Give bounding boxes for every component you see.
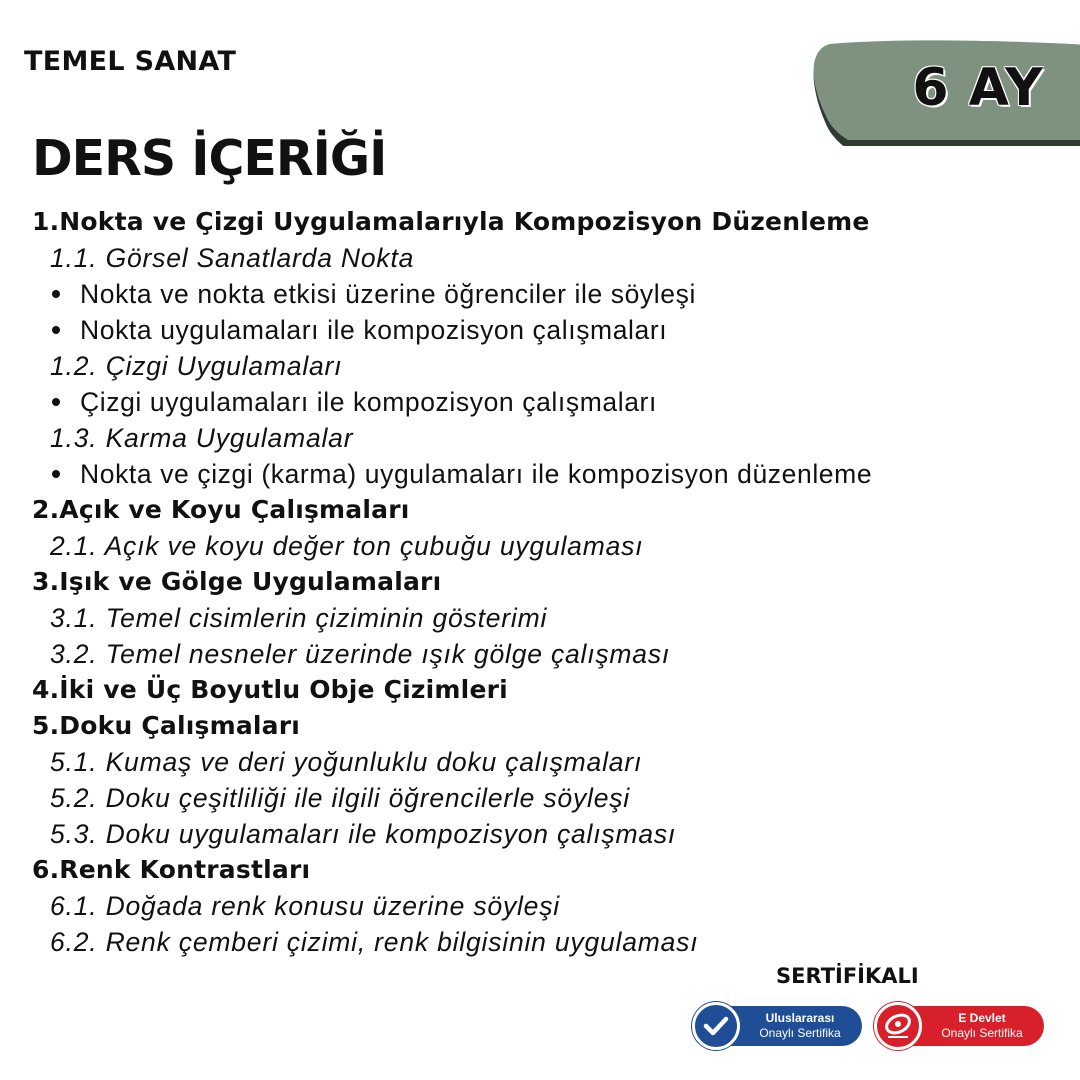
outline-bullet-text: Çizgi uygulamaları ile kompozisyon çalışmaları [80, 387, 657, 417]
outline-bullet [32, 456, 1052, 492]
outline-subsection: 3.1. Temel cisimlerin çiziminin gösterimi [50, 603, 548, 633]
outline-bullet [32, 384, 1052, 420]
bullet-icon [52, 398, 60, 406]
badge-title: Uluslararası [765, 1011, 835, 1025]
outline-section: 2.Açık ve Koyu Çalışmaları [32, 495, 410, 524]
duration-label: 6 AY [912, 58, 1044, 118]
checkmark-glyph [695, 1005, 737, 1047]
outline-bullet [32, 312, 1052, 348]
outline-subsection: 5.3. Doku uygulamaları ile kompozisyon çalışması [50, 819, 677, 849]
outline-subsection: 6.1. Doğada renk konusu üzerine söyleşi [50, 891, 560, 921]
outline-subsection: 1.3. Karma Uygulamalar [50, 423, 354, 453]
outline-subsection: 1.1. Görsel Sanatlarda Nokta [50, 243, 415, 273]
outline-section: 6.Renk Kontrastları [32, 855, 311, 884]
badge-title: E Devlet [958, 1011, 1006, 1025]
outline-bullet [32, 276, 1052, 312]
outline-subsection: 2.1. Açık ve koyu değer ton çubuğu uygulaması [50, 531, 644, 561]
bullet-icon [52, 326, 60, 334]
checkmark-icon [692, 1002, 740, 1050]
outline-bullet-text: Nokta ve çizgi (karma) uygulamaları ile kompozisyon düzenleme [80, 459, 873, 489]
badge-subtitle: Onaylı Sertifika [759, 1026, 841, 1040]
outline-subsection: 5.2. Doku çeşitliliği ile ilgili öğrencilerle söyleşi [50, 783, 630, 813]
outline-section: 5.Doku Çalışmaları [32, 711, 301, 740]
outline-subsection: 1.2. Çizgi Uygulamaları [50, 351, 343, 381]
outline-bullet-text: Nokta uygulamaları ile kompozisyon çalışmaları [80, 315, 668, 345]
outline-section: 1.Nokta ve Çizgi Uygulamalarıyla Kompozisyon Düzenleme [32, 207, 870, 236]
e-devlet-logo-icon [874, 1002, 922, 1050]
outline-section: 4.İki ve Üç Boyutlu Obje Çizimleri [32, 675, 508, 704]
brand-label: TEMEL SANAT [24, 46, 237, 77]
outline-section: 3.Işık ve Gölge Uygulamaları [32, 567, 442, 596]
outline-bullet-text: Nokta ve nokta etkisi üzerine öğrenciler ile söyleşi [80, 279, 696, 309]
outline-subsection: 5.1. Kumaş ve deri yoğunluklu doku çalışmaları [50, 747, 643, 777]
certificate-heading: SERTİFİKALI [776, 964, 919, 988]
e-devlet-logo-glyph [877, 1005, 919, 1047]
badge-subtitle: Onaylı Sertifika [941, 1026, 1023, 1040]
duration-tab [808, 40, 1080, 146]
course-outline [32, 204, 1052, 960]
page-title: DERS İÇERİĞİ [32, 130, 387, 187]
outline-subsection: 3.2. Temel nesneler üzerinde ışık gölge çalışması [50, 639, 671, 669]
bullet-icon [52, 470, 60, 478]
outline-subsection: 6.2. Renk çemberi çizimi, renk bilgisinin uygulaması [50, 927, 699, 957]
bullet-icon [52, 290, 60, 298]
